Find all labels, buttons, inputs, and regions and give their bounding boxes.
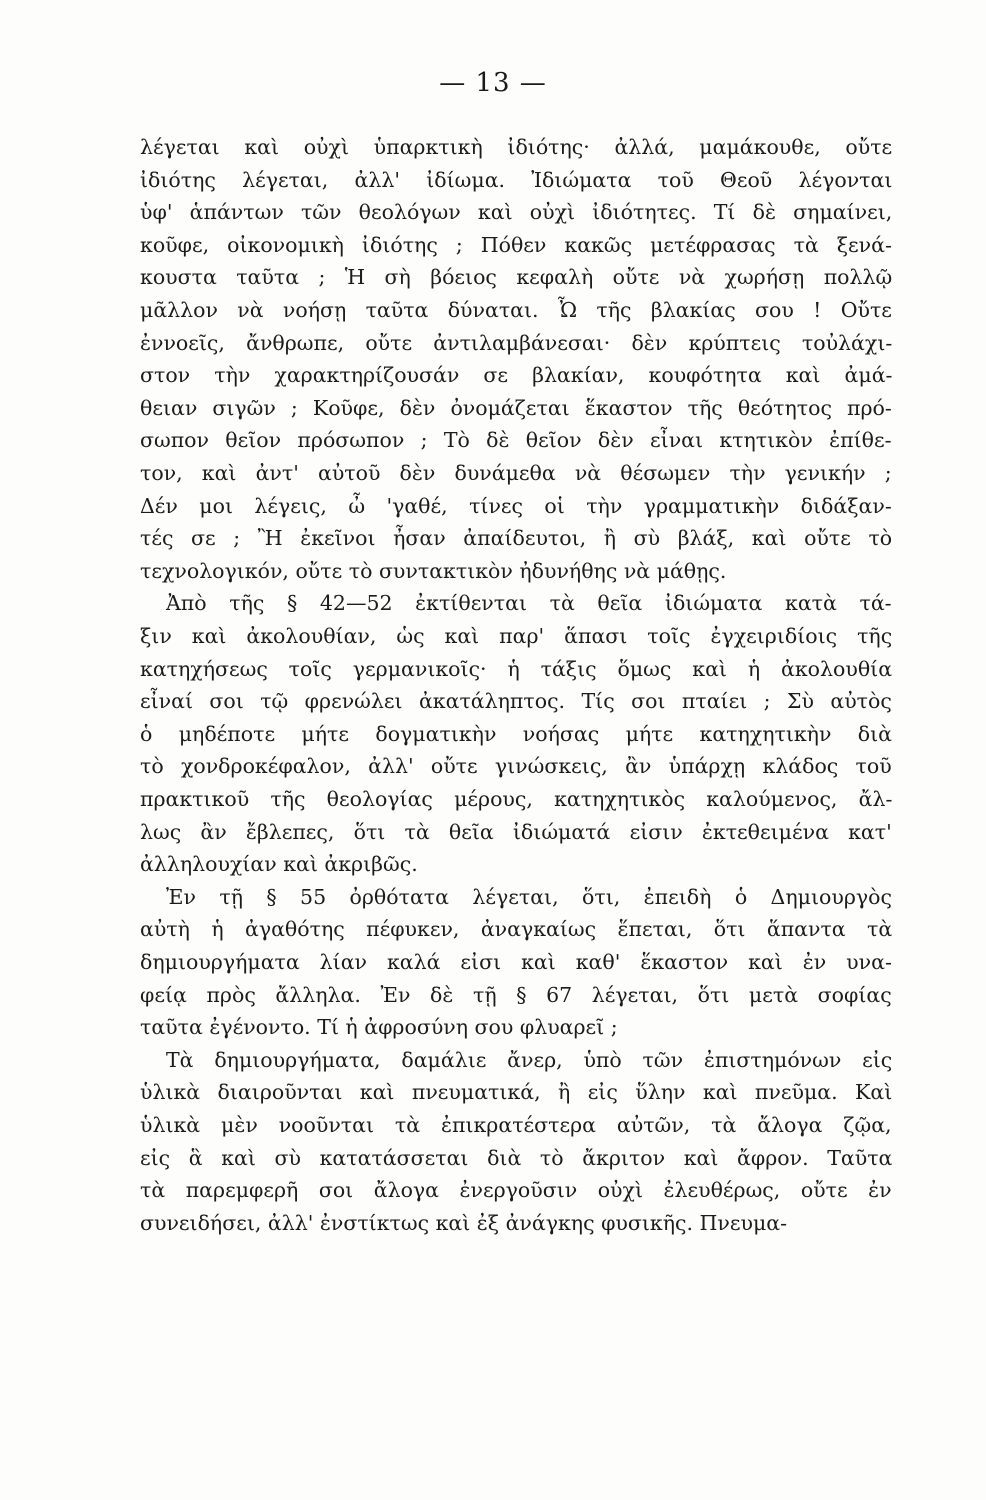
text-line: ἰδιότης λέγεται, ἀλλ' ἰδίωμα. Ἰδιώματα τοῦ Θεοῦ λέγονται	[140, 167, 893, 192]
page-number: — 13 —	[439, 68, 547, 98]
text-line: τον, καὶ ἀντ' αὐτοῦ δὲν δυνάμεθα νὰ θέσωμεν τὴν γενικήν ;	[140, 461, 892, 485]
text-line: ὁ μηδέποτε μήτε δογματικὴν νοήσας μήτε κατηχητικὴν διὰ	[140, 721, 893, 746]
text-line: τεχνολογικόν, οὔτε τὸ συντακτικὸν ἠδυνήθης νὰ μάθῃς.	[140, 558, 727, 583]
text-line: λως ἂν ἔβλεπες, ὅτι τὰ θεῖα ἰδιώματά εἰσιν ἐκτεθειμένα κατ'	[140, 819, 892, 844]
text-line: ταῦτα ἐγένοντο. Τί ἡ ἀφροσύνη σου φλυαρεῖ ;	[140, 1015, 618, 1040]
text-line: λέγεται καὶ οὐχὶ ὑπαρκτικὴ ἰδιότης· ἀλλά, μαμάκουθε, οὔτε	[140, 135, 893, 159]
text-line: πρακτικοῦ τῆς θεολογίας μέρους, κατηχητικὸς καλούμενος, ἄλ-	[140, 787, 893, 811]
text-line: τές σε ; Ἢ ἐκεῖνοι ἦσαν ἀπαίδευτοι, ἢ σὺ βλάξ, καὶ οὔτε τὸ	[140, 526, 893, 551]
text-line: ἐννοεῖς, ἄνθρωπε, οὔτε ἀντιλαμβάνεσαι· δὲν κρύπτεις τοὐλάχι-	[140, 330, 893, 355]
text-line: ὑλικὰ μὲν νοοῦνται τὰ ἐπικρατέστερα αὐτῶν, τὰ ἄλογα ζῷα,	[140, 1113, 892, 1137]
text-line: τὸ χονδροκέφαλον, ἀλλ' οὔτε γινώσκεις, ἂν ὑπάρχῃ κλάδος τοῦ	[140, 754, 892, 779]
text-line: Τὰ δημιουργήματα, δαμάλιε ἄνερ, ὑπὸ τῶν ἐπιστημόνων εἰς	[166, 1047, 893, 1072]
text-line: ὑφ' ἁπάντων τῶν θεολόγων καὶ οὐχὶ ἰδιότητες. Τί δὲ σημαίνει,	[140, 200, 893, 225]
text-line: τὰ παρεμφερῆ σοι ἄλογα ἐνεργοῦσιν οὐχὶ ἐλευθέρως, οὔτε ἐν	[140, 1178, 892, 1203]
text-line: Ἐν τῇ § 55 ὀρθότατα λέγεται, ὅτι, ἐπειδὴ ὁ Δημιουργὸς	[166, 884, 892, 909]
text-line: κοῦφε, οἰκονομικὴ ἰδιότης ; Πόθεν κακῶς μετέφρασας τὰ ξενά-	[140, 232, 892, 257]
text-line: σωπον θεῖον πρόσωπον ; Τὸ δὲ θεῖον δὲν εἶναι κτητικὸν ἐπίθε-	[140, 428, 892, 453]
text-line: ὑλικὰ διαιροῦνται καὶ πνευματικά, ἢ εἰς ὕλην καὶ πνεῦμα. Καὶ	[140, 1080, 893, 1105]
text-line: θειαν σιγῶν ; Κοῦφε, δὲν ὀνομάζεται ἕκαστον τῆς θεότητος πρό-	[140, 395, 892, 420]
text-line: ἀλληλουχίαν καὶ ἀκριβῶς.	[140, 852, 418, 877]
text-line: στον τὴν χαρακτηρίζουσάν σε βλακίαν, κουφότητα καὶ ἀμά-	[140, 363, 893, 388]
text-line: εἶναί σοι τῷ φρενώλει ἀκατάληπτος. Τίς σοι πταίει ; Σὺ αὐτὸς	[140, 689, 892, 714]
text-line: Ἀπὸ τῆς § 42—52 ἐκτίθενται τὰ θεῖα ἰδιώματα κατὰ τά-	[166, 591, 892, 616]
text-line: συνειδήσει, ἀλλ' ἐνστίκτως καὶ ἐξ ἀνάγκης φυσικῆς. Πνευμα-	[140, 1210, 788, 1235]
text-line: εἰς ἃ καὶ σὺ κατατάσσεται διὰ τὸ ἄκριτον καὶ ἄφρον. Ταῦτα	[140, 1145, 893, 1170]
text-line: αὐτὴ ἡ ἀγαθότης πέφυκεν, ἀναγκαίως ἕπεται, ὅτι ἅπαντα τὰ	[140, 917, 893, 942]
text-line: φείᾳ πρὸς ἄλληλα. Ἐν δὲ τῇ § 67 λέγεται, ὅτι μετὰ σοφίας	[140, 982, 892, 1007]
text-line: ξιν καὶ ἀκολουθίαν, ὡς καὶ παρ' ἅπασι τοῖς ἐγχειριδίοις τῆς	[140, 624, 893, 648]
text-line: κουστα ταῦτα ; Ἡ σὴ βόειος κεφαλὴ οὔτε νὰ χωρήσῃ πολλῷ	[140, 265, 893, 290]
text-line: δημιουργήματα λίαν καλά εἰσι καὶ καθ' ἕκαστον καὶ ἐν υνα-	[140, 950, 892, 974]
text-line: κατηχήσεως τοῖς γερμανικοῖς· ἡ τάξις ὅμως καὶ ἡ ἀκολουθία	[140, 656, 893, 681]
text-line: Δέν μοι λέγεις, ὦ 'γαθέ, τίνες οἱ τὴν γραμματικὴν διδάξαν-	[140, 493, 892, 518]
text-line: μᾶλλον νὰ νοήσῃ ταῦτα δύναται. Ὦ τῆς βλακίας σου ! Οὔτε	[140, 298, 892, 322]
